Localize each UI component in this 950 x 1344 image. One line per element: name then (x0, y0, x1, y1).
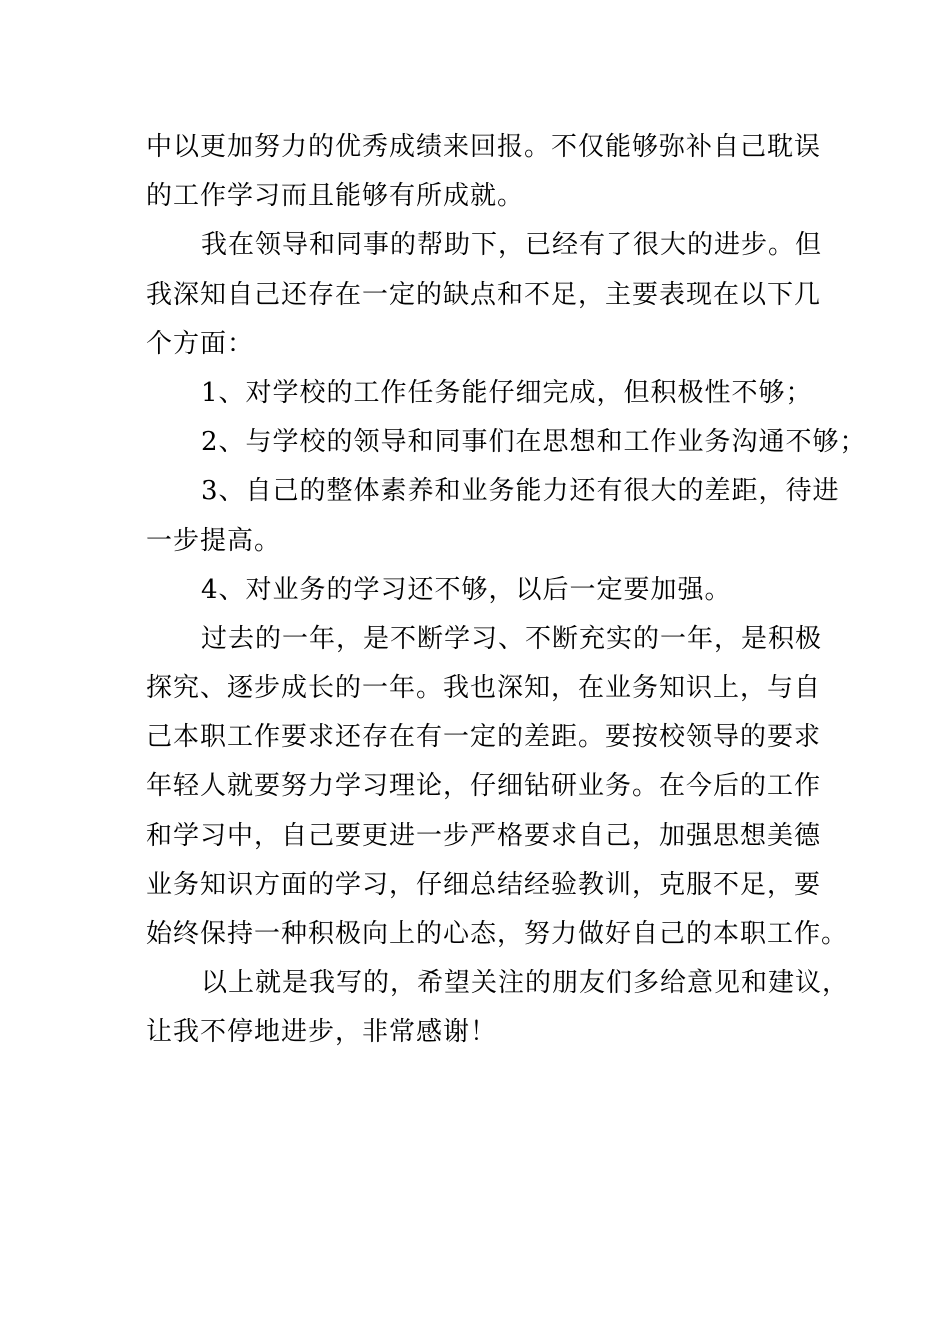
text-line: 始终保持一种积极向上的心态，努力做好自己的本职工作。 (146, 919, 849, 949)
text-line: 探究、逐步成长的一年。我也深知，在业务知识上，与自 (146, 673, 822, 704)
list-item-3: 3、自己的整体素养和业务能力还有很大的差距，待进 (201, 476, 840, 507)
text-line: 和学习中，自己要更进一步严格要求自己，加强思想美德 (146, 820, 822, 851)
list-item-1: 1、对学校的工作任务能仔细完成，但积极性不够； (201, 377, 813, 408)
list-item-4: 4、对业务的学习还不够，以后一定要加强。 (201, 574, 732, 605)
text-line: 的工作学习而且能够有所成就。 (146, 181, 525, 212)
text-line: 业务知识方面的学习，仔细总结经验教训，克服不足，要 (146, 869, 822, 900)
text-line: 让我不停地进步，非常感谢！ (146, 1017, 498, 1048)
text-line: 己本职工作要求还存在有一定的差距。要按校领导的要求 (146, 722, 822, 753)
list-item-2: 2、与学校的领导和同事们在思想和工作业务沟通不够； (201, 427, 867, 458)
text-line: 一步提高。 (146, 525, 282, 556)
text-line: 年轻人就要努力学习理论，仔细钻研业务。在今后的工作 (146, 771, 822, 802)
text-line: 过去的一年，是不断学习、不断充实的一年，是积极 (201, 623, 823, 654)
text-line: 以上就是我写的，希望关注的朋友们多给意见和建议， (201, 968, 850, 999)
text-line: 我深知自己还存在一定的缺点和不足，主要表现在以下几 (146, 279, 822, 310)
text-line: 我在领导和同事的帮助下，已经有了很大的进步。但 (201, 230, 823, 261)
text-line: 中以更加努力的优秀成绩来回报。不仅能够弥补自己耽误 (146, 132, 822, 162)
text-line: 个方面： (146, 328, 255, 359)
document-body (146, 123, 867, 1058)
